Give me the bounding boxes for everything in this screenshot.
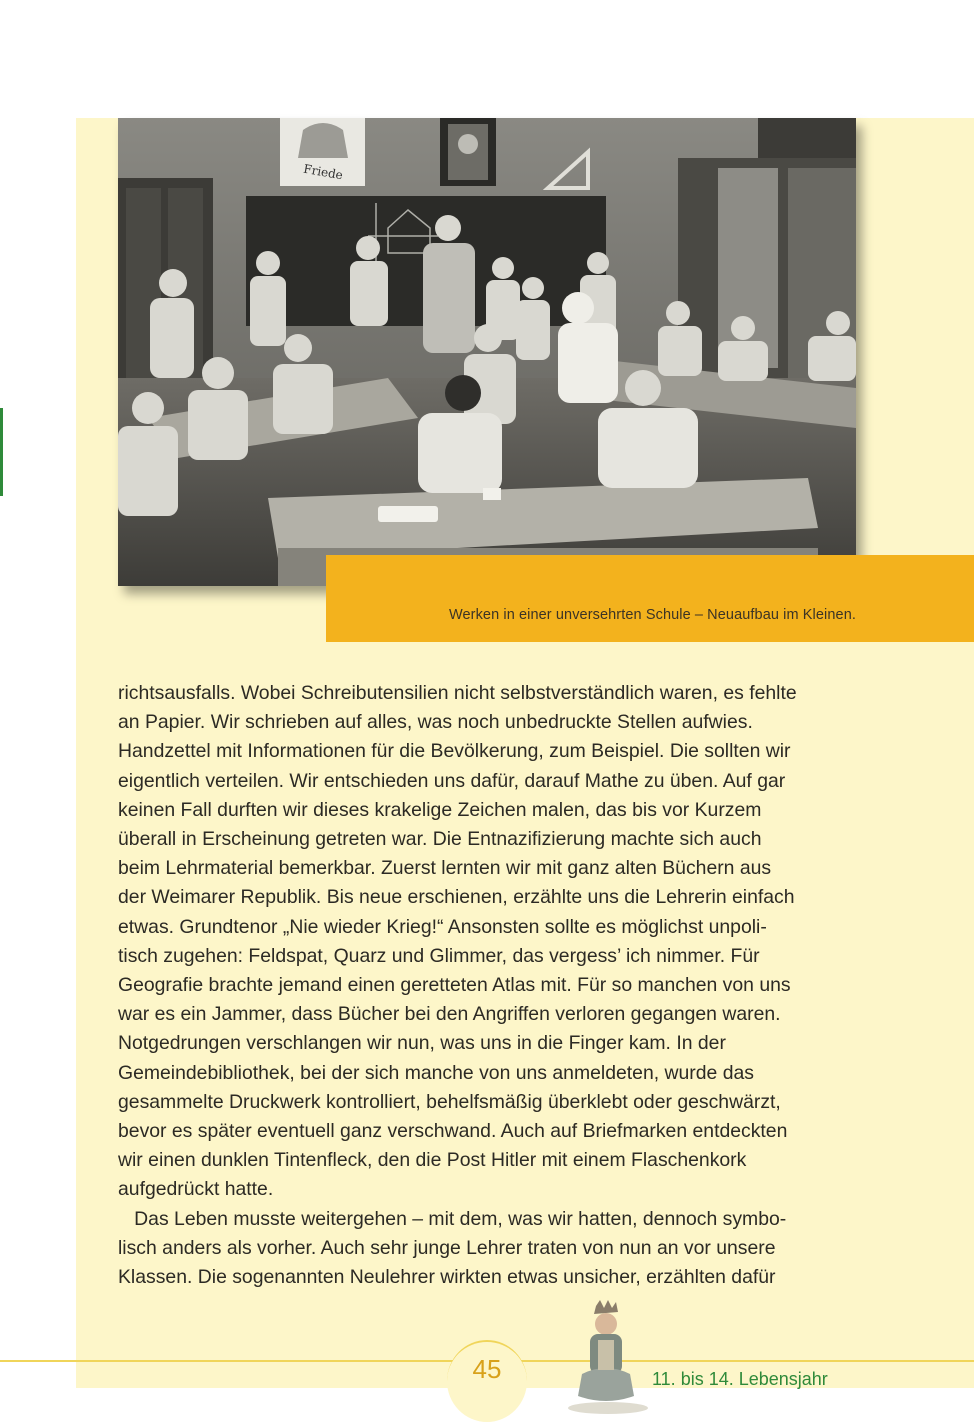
- classroom-photo: [118, 118, 856, 586]
- caption-bar: [326, 555, 974, 642]
- body-line: an Papier. Wir schrieben auf alles, was noch unbedruckte Stellen aufwies.: [118, 711, 753, 734]
- body-line: beim Lehrmaterial bemerkbar. Zuerst lernten wir mit ganz alten Büchern aus: [118, 857, 772, 880]
- margin-marker: [0, 408, 3, 496]
- body-line: Das Leben musste weitergehen – mit dem, was wir hatten, dennoch symbo-: [118, 1207, 787, 1230]
- body-line: lisch anders als vorher. Auch sehr junge Lehrer traten von nun an vor unsere: [118, 1236, 776, 1259]
- body-line: wir einen dunklen Tintenfleck, den die Post Hitler mit einem Flaschenkork: [118, 1149, 747, 1172]
- body-line: richtsausfalls. Wobei Schreibutensilien nicht selbstverständlich waren, es fehlte: [118, 682, 797, 704]
- photo-caption: Werken in einer unversehrten Schule – Neuaufbau im Kleinen.: [448, 607, 856, 623]
- body-line: war es ein Jammer, dass Bücher bei den Angriffen verloren gegangen waren.: [118, 1003, 781, 1026]
- body-line: Handzettel mit Informationen für die Bevölkerung, zum Beispiel. Die sollten wir: [118, 740, 791, 763]
- body-line: keinen Fall durften wir dieses krakelige Zeichen malen, das bis vor Kurzem: [118, 798, 762, 821]
- body-line: tisch zugehen: Feldspat, Quarz und Glimmer, das vergess’ ich nimmer. Für: [118, 944, 760, 967]
- body-line: etwas. Grundtenor „Nie wieder Krieg!“ Ansonsten sollte es möglichst unpoli-: [118, 915, 767, 938]
- body-line: der Weimarer Republik. Bis neue erschienen, erzählte uns die Lehrerin einfach: [118, 886, 795, 909]
- body-line: gesammelte Druckwerk kontrolliert, behelfsmäßig überklebt oder geschwärzt,: [118, 1090, 781, 1113]
- body-line: überall in Erscheinung getreten war. Die Entnazifizierung machte sich auch: [118, 828, 762, 851]
- page-number: 45: [472, 1354, 502, 1384]
- body-line: aufgedrückt hatte.: [118, 1178, 274, 1201]
- body-line: Klassen. Die sogenannten Neulehrer wirkten etwas unsicher, erzählten dafür: [118, 1266, 776, 1289]
- chapter-label: 11. bis 14. Lebensjahr: [652, 1369, 828, 1389]
- body-line: eigentlich verteilen. Wir entschieden uns dafür, darauf Mathe zu üben. Auf gar: [118, 769, 786, 792]
- peace-sign-text: Friede: [302, 161, 344, 183]
- body-line: Gemeindebibliothek, bei der sich manche von uns anmeldeten, wurde das: [118, 1061, 754, 1084]
- body-line: bevor es später eventuell ganz verschwand. Auch auf Briefmarken entdeckten: [118, 1120, 788, 1143]
- body-line: Notgedrungen verschlangen wir nun, was uns in die Finger kam. In der: [118, 1032, 726, 1055]
- figurine-illustration: [560, 1300, 650, 1417]
- body-line: Geografie brachte jemand einen geretteten Atlas mit. Für so manchen von uns: [118, 974, 791, 997]
- body-text: [118, 679, 858, 1292]
